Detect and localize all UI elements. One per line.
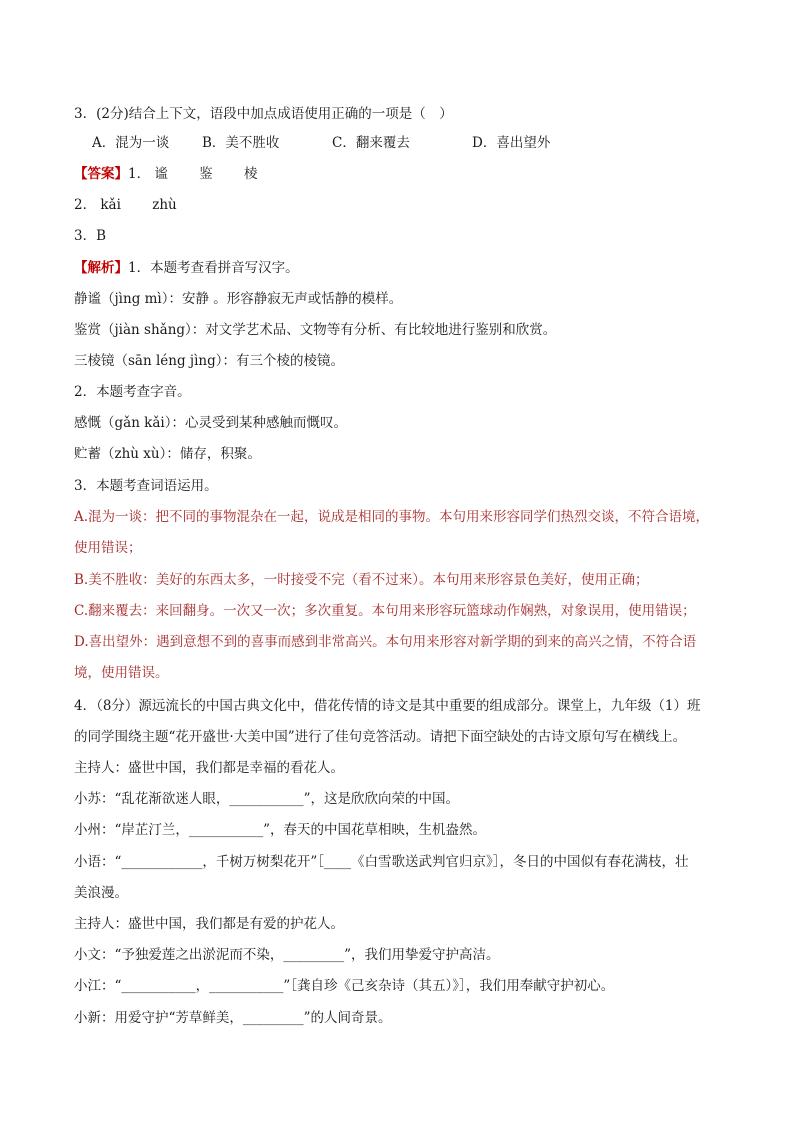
option-d: D．喜出望外 [472,135,551,151]
option-c: C．翻来覆去 [332,135,410,151]
analysis-option-d: D.喜出望外：遇到意想不到的喜事而感到非常高兴。本句用来形容对新学期的到来的高兴之情，不符合语 [74,634,697,650]
question-4-line-3: 主持人：盛世中国，我们都是幸福的看花人。 [74,760,344,776]
question-4-line-7: 美浪漫。 [74,885,128,901]
analysis-line-3: 鉴赏（jiàn shǎng）：对文学艺术品、文物等有分析、有比较地进行鉴别和欣赏。 [74,322,557,338]
analysis-option-a-cont: 使用错误； [74,540,142,556]
question-4-line-5: 小州：“岸芷汀兰，___________”，春天的中国花草相映，生机盎然。 [74,822,487,838]
analysis-option-a: A.混为一谈：把不同的事物混杂在一起，说成是相同的事物。本句用来形容同学们热烈交谈，不符合语境， [74,509,710,525]
question-4-line-11: 小新：用爱守护“芳草鲜美，_________”的人间奇景。 [74,1010,392,1026]
question-4-line-10: 小江：“___________，___________”［龚自珍《己亥杂诗（其五）》］，我们用奉献守护初心。 [74,978,615,994]
analysis-option-b: B.美不胜收：美好的东西太多，一时接受不完（看不过来）。本句用来形容景色美好，使用正确； [74,572,649,588]
analysis-line-8: 3．本题考查词语运用。 [74,478,218,494]
question-4-line-6: 小语：“____________，千树万树梨花开”［____《白雪歌送武判官归京》］，冬日的中国似有春花满枝，壮 [74,854,689,870]
question-4-line-1: 4．（8分）源远流长的中国古典文化中，借花传情的诗文是其中重要的组成部分。课堂上，九年级（1）班 [74,698,701,714]
analysis-line-5: 2．本题考查字音。 [74,384,191,400]
analysis-text-1: 1．本题考查看拼音写汉字。 [128,260,299,276]
analysis-line-1 [74,258,734,278]
analysis-line-6: 感慨（gǎn kǎi）：心灵受到某种感触而慨叹。 [74,415,347,431]
analysis-tag: 【解析】 [74,260,128,276]
option-b: B．美不胜收 [202,135,280,151]
question-3-stem: 3．(2分)结合上下文，语段中加点成语使用正确的一项是（ ） [74,106,453,122]
question-4-line-4: 小苏：“乱花渐欲迷人眼，___________”，这是欣欣向荣的中国。 [74,791,460,807]
answer-line-2: 2． kǎi zhù [74,197,177,213]
analysis-line-7: 贮蓄（zhù xù）：储存，积聚。 [74,446,261,462]
answer-1: 1． 谧 鉴 棱 [128,166,258,182]
question-3-options [92,133,752,153]
analysis-line-2: 静谧（jìng mì）：安静 。形容静寂无声或恬静的模样。 [74,291,403,307]
question-4-line-2: 的同学围绕主题“花开盛世·大美中国”进行了佳句竞答活动。请把下面空缺处的古诗文原句写在横线上。 [74,729,687,745]
question-4-line-8: 主持人：盛世中国，我们都是有爱的护花人。 [74,916,344,932]
option-a: A．混为一谈 [92,135,170,151]
question-4-line-9: 小文：“予独爱莲之出淤泥而不染，_________”，我们用挚爱守护高洁。 [74,947,500,963]
answer-line-3: 3．B [74,228,107,244]
answer-tag: 【答案】 [74,166,128,182]
analysis-option-d-cont: 境，使用错误。 [74,665,169,681]
answer-line-1 [74,164,734,184]
analysis-option-c: C.翻来覆去：来回翻身。一次又一次；多次重复。本句用来形容玩篮球动作娴熟，对象误用，使用错误； [74,603,696,619]
analysis-line-4: 三棱镜（sān léng jìng）：有三个棱的棱镜。 [74,353,344,369]
